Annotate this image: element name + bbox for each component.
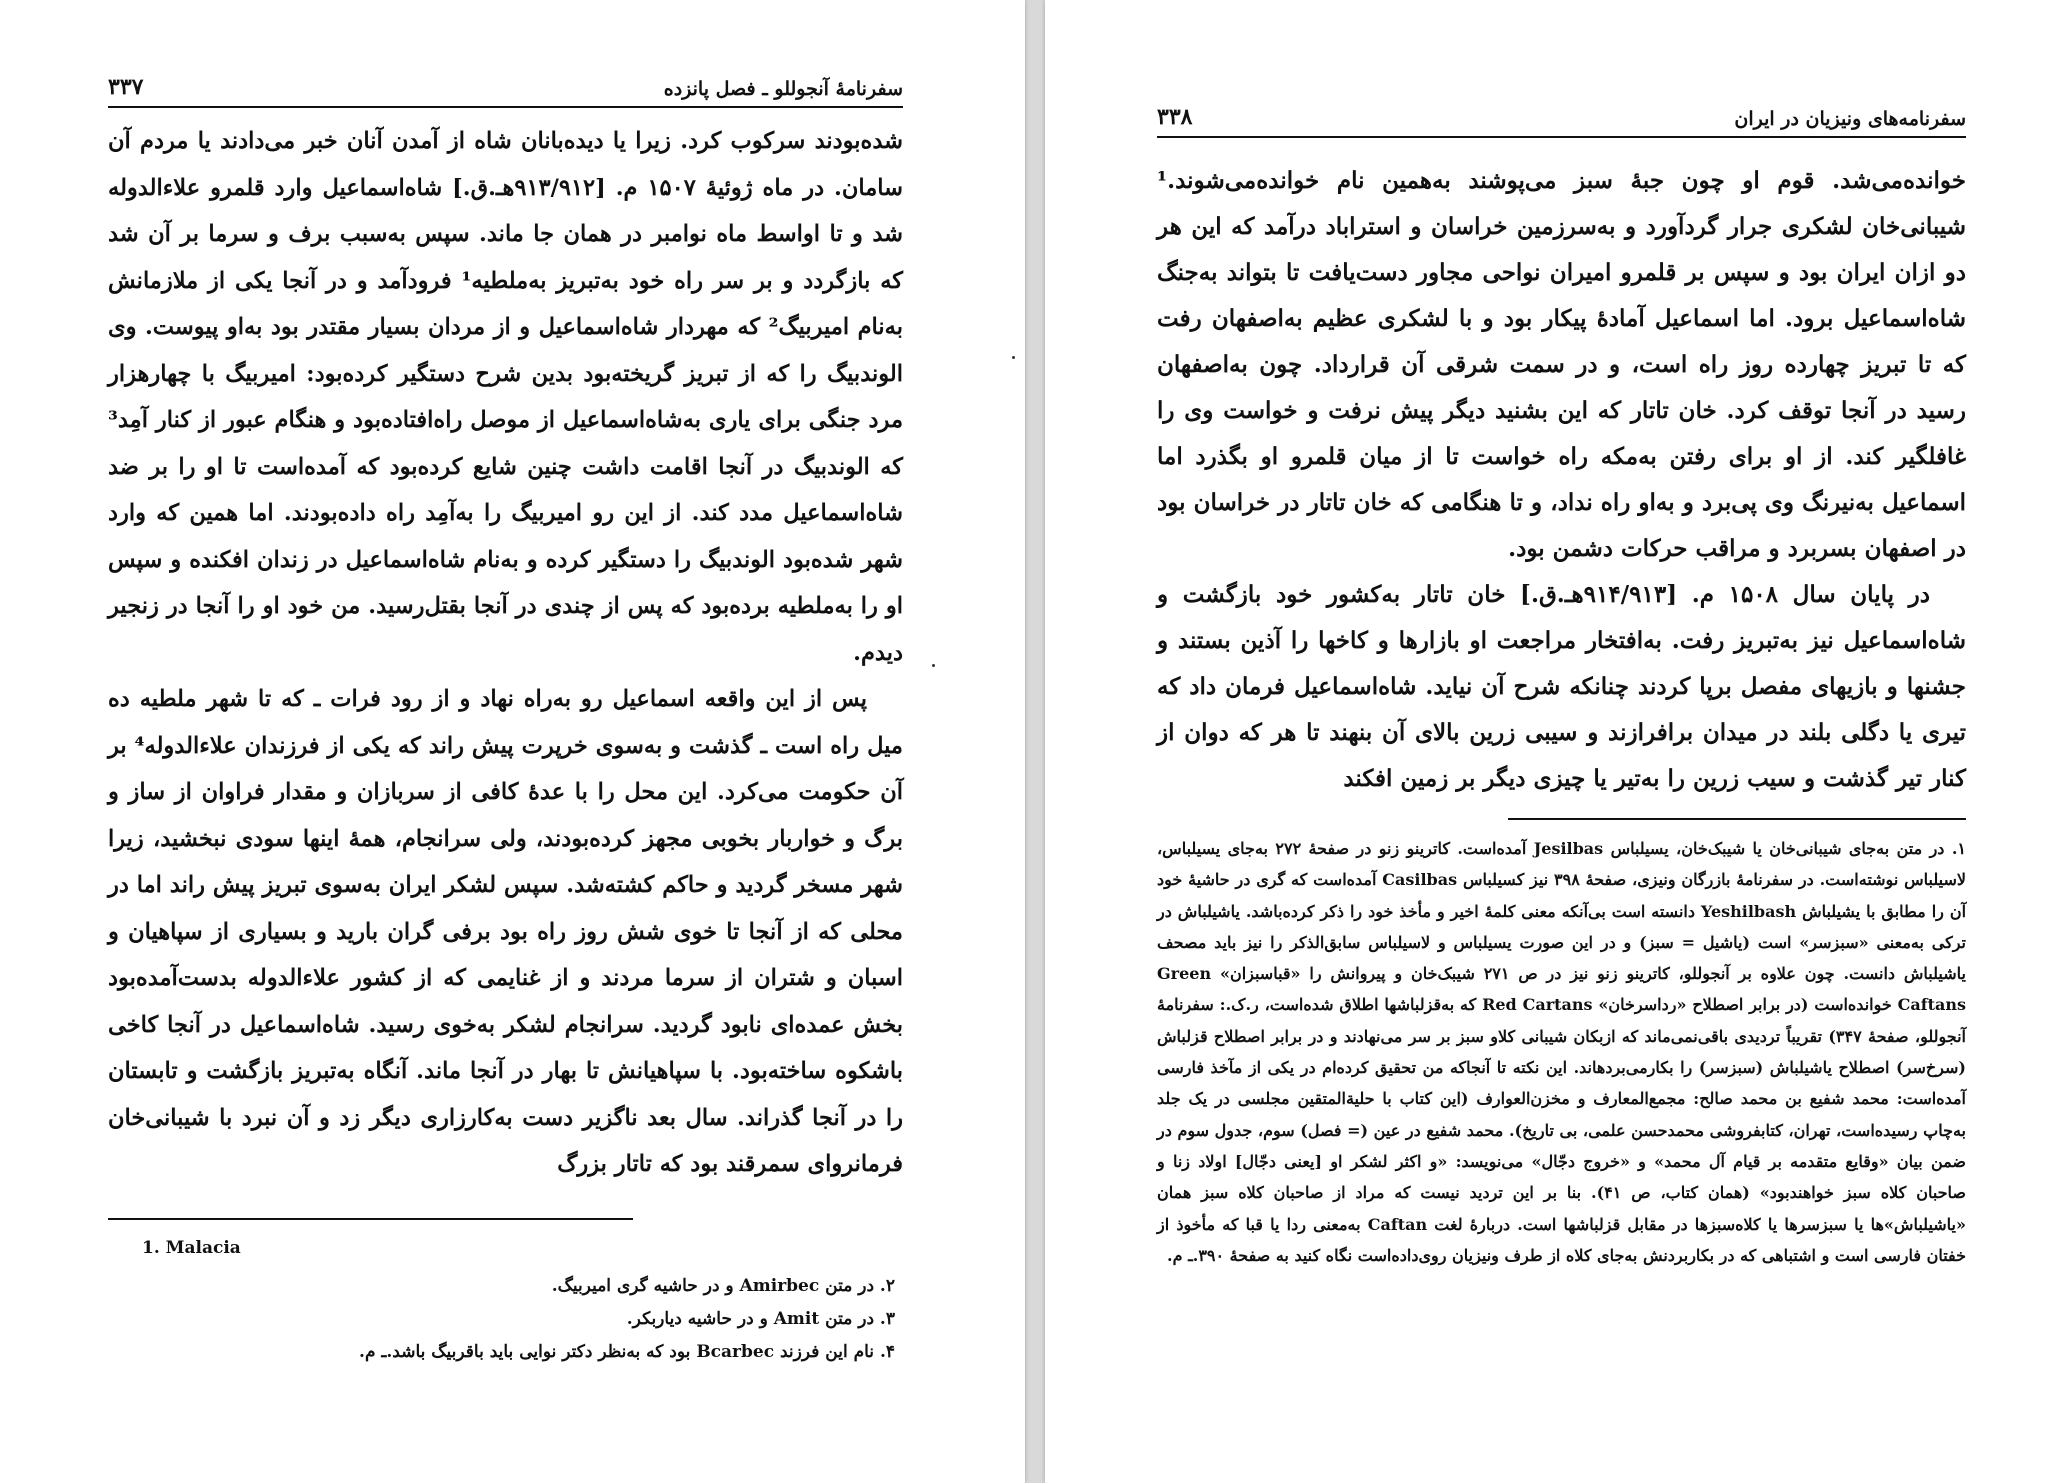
paragraph: خوانده‌می‌شد. قوم او چون جبهٔ سبز می‌پوشند به‌همین نام خوانده‌می‌شوند.¹ شیبانی‌خان لشکری جرار گردآورد و به‌سرزمین خراسان و استراباد درآمد که این هر دو ازان ایران بود و سپس بر قلمرو امیران نواحی مجاور دست‌یافت تا بتواند به‌جنگ شاه‌اسماعیل برود. اما اسماعیل آمادهٔ پیکار بود و با لشکری عظیم به‌اصفهان رفت که تا تبریز چهارده روز راه است، و در سمت شرقی آن قرارداد. چون به‌اصفهان رسید در آنجا توقف کرد. خان تاتار که این بشنید دیگر پیش نرفت و خواست وی را غافلگیر کند. از او برای رفتن به‌مکه راه خواست تا از میان قلمرو او بگذرد اما اسماعیل به‌نیرنگ وی پی‌برد و به‌او راه نداد، و تا هنگامی که خان تاتار در خراسان بود در اصفهان بسربرد و مراقب حرکات دشمن بود.: [1157, 167, 1966, 562]
scan-speck: [932, 664, 935, 667]
footnotes: [1157, 833, 1966, 1271]
left-page: [0, 0, 1025, 1483]
footnote-divider: [108, 1218, 633, 1220]
page-number: ۳۳۷: [108, 74, 144, 100]
footnotes: [300, 1270, 895, 1369]
running-header: [108, 74, 903, 108]
right-page: [1045, 0, 2069, 1483]
footnote: ۱. در متن به‌جای شیبانی‌خان یا شیبک‌خان، یسیلباس Jesilbas آمده‌است. کاترینو زنو در صفحهٔ ۲۷۲ به‌جای یسیلباس، لاسیلباس نوشته‌است. در سفرنامهٔ بازرگان ونیزی، صفحهٔ ۳۹۸ نیز کسیلباس Casilbas آمده‌است که گری در حاشیهٔ خود آن را مطابق با یشیلباش Yeshilbash دانسته است بی‌آنکه معنی کلمهٔ اخیر و مأخذ خود را ذکر کرده‌باشد. یاشیلباش در ترکی به‌معنی «سبزسر» است (یاشیل = سبز) و در این صورت یسیلباس و لاسیلباس سابق‌الذکر را نیز باید مصحف یاشیلباش دانست. چون علاوه بر آنجوللو، کاترینو زنو نیز در ص ۲۷۱ شیبک‌خان و پیروانش را «قباسبزان» Green Caftans خوانده‌است (در برابر اصطلاح «رداسرخان» Red Cartans که به‌قزلباشها اطلاق شده‌است، ر.ک.: سفرنامهٔ آنجوللو، صفحهٔ ۳۴۷) تقریباً تردیدی باقی‌نمی‌ماند که ازبکان شیبانی کلاو سبز بر سر می‌نهادند و در برابر اصطلاح قزلباش (سرخ‌سر) اصطلاح یاشیلباش (سبزسر) را بکارمی‌بردهاند. این نکته تا آنجاکه من تحقیق کرده‌ام در یکی از مآخذ فارسی آمده‌است: محمد شفیع بن محمد صالح: مجمع‌المعارف و مخزن‌العوارف (این کتاب با حلیةالمتقین مجلسی در یک جلد به‌چاپ رسیده‌است، تهران، کتابفروشی محمدحسن علمی، بی تاریخ). محمد شفیع در عین (= فصل) سوم، جدول سوم در ضمن بیان «وقایع متقدمه بر قیام آل محمد» و «خروج دجّال» می‌نویسد: «و اکثر لشکر او [یعنی دجّال] اولاد زنا و صاحبان کلاه سبز خواهندبود» (همان کتاب، ص ۴۱). بنا بر این تردید نیست که مراد از صاحبان کلاه سبز همان «یاشیلباش»ها یا سبزسرها یا کلاه‌سبزها در مقابل قزلباشها است. دربارهٔ لغت Caftan به‌معنی ردا یا قبا که مأخوذ از خفتان فارسی است و اشتباهی که در بکاربردنش به‌جای کلاه از طرف ونیزیان روی‌داده‌است نگاه کنید به صفحهٔ ۳۹۰.ـ م.: [1157, 839, 1967, 1265]
footnote: ۴. نام این فرزند Bcarbec بود که به‌نظر دکتر نوایی باید باقربیگ باشد.ـ م.: [359, 1342, 895, 1362]
paragraph: شده‌بودند سرکوب کرد. زیرا یا دیده‌بانان شاه از آمدن آنان خبر می‌دادند یا مردم آن سامان. در ماه ژوئیهٔ ۱۵۰۷ م. [۹۱۳/۹۱۲هـ.ق.] شاه‌اسماعیل وارد قلمرو علاءالدوله شد و تا اواسط ماه نوامبر در همان جا ماند. سپس به‌سبب برف و سرما بر آن شد که بازگردد و بر سر راه خود به‌تبریز به‌ملطیه¹ فرودآمد و در آنجا یکی از ملازمانش به‌نام امیربیگ² که مهردار شاه‌اسماعیل و از مردان بسیار مقتدر بود به‌او پیوست. وی الوندبیگ را که از تبریز گریخته‌بود بدین شرح دستگیر کرده‌بود: امیربیگ با چهارهزار مرد جنگی برای یاری به‌شاه‌اسماعیل از موصل راه‌افتاده‌بود و هنگام عبور از کنار آمِد³ که الوندبیگ در آنجا اقامت داشت چنین شایع کرده‌بود که آمده‌است تا او را بر ضد شاه‌اسماعیل مدد کند. از این رو امیربیگ را به‌آمِد راه داده‌بودند. اما همین که وارد شهر شده‌بود الوندبیگ را دستگیر کرده و به‌نام شاه‌اسماعیل در زندان افکنده و سپس او را به‌ملطیه برده‌بود که پس از چندی در آنجا بقتل‌رسید. من خود او را آنجا در زنجیر دیدم.: [108, 128, 904, 666]
footnote-latin: 1. Malacia: [142, 1238, 241, 1258]
scan-speck: [1012, 356, 1015, 359]
header-title: سفرنامه‌های ونیزیان در ایران: [1734, 108, 1966, 130]
running-header: [1157, 104, 1966, 138]
page-number: ۳۳۸: [1157, 104, 1193, 130]
footnote-divider: [1508, 818, 1966, 820]
header-title: سفرنامهٔ آنجوللو ـ فصل پانزده: [663, 78, 903, 100]
body-text: [108, 118, 903, 1188]
footnote: ۲. در متن Amirbec و در حاشیه گری امیربیگ.: [551, 1276, 895, 1296]
paragraph: در پایان سال ۱۵۰۸ م. [۹۱۴/۹۱۳هـ.ق.] خان تاتار به‌کشور خود بازگشت و شاه‌اسماعیل نیز به‌تبریز رفت. به‌افتخار مراجعت او بازارها و کاخها را آذین بستند و جشنها و بازیهای مفصل برپا کردند چنانکه شرح آن نیاید. شاه‌اسماعیل فرمان داد که تیری یا دگلی بلند در میدان برافرازند و سیبی زرین بالای آن بنهند تا هر که دوان از کنار تیر گذشت و سیب زرین را به‌تیر یا چیزی دیگر بر زمین افکند: [1157, 581, 1966, 792]
body-text: [1157, 158, 1966, 802]
paragraph: پس از این واقعه اسماعیل رو به‌راه نهاد و از رود فرات ـ که تا شهر ملطیه ده میل راه است ـ گذشت و به‌سوی خرپرت پیش راند که یکی از فرزندان علاءالدوله⁴ بر آن حکومت می‌کرد. این محل را با عدهٔ کافی از سربازان و مقدار فراوان از ساز و برگ و خواربار بخوبی مجهز کرده‌بودند، ولی سرانجام، همهٔ اینها سودی نبخشید، زیرا شهر مسخر گردید و حاکم کشته‌شد. سپس لشکر ایران به‌سوی تبریز پیش راند اما در محلی که از آنجا تا خوی شش روز راه بود برفی گران بارید و بسیاری از سپاهیان و اسبان و شتران از سرما مردند و از غنایمی که از کشور علاءالدوله بدست‌آمده‌بود بخش عمده‌ای نابود گردید. سرانجام لشکر به‌خوی رسید. شاه‌اسماعیل در آنجا کاخی باشکوه ساخته‌بود. با سپاهیانش تا بهار در آنجا ماند. آنگاه به‌تبریز بازگشت و تابستان را در آنجا گذراند. سال بعد ناگزیر دست به‌کارزاری دیگر زد و آن نبرد با شیبانی‌خان فرمانروای سمرقند بود که تاتار بزرگ: [108, 686, 903, 1177]
footnote: ۳. در متن Amit و در حاشیه دیاربکر.: [626, 1309, 895, 1329]
